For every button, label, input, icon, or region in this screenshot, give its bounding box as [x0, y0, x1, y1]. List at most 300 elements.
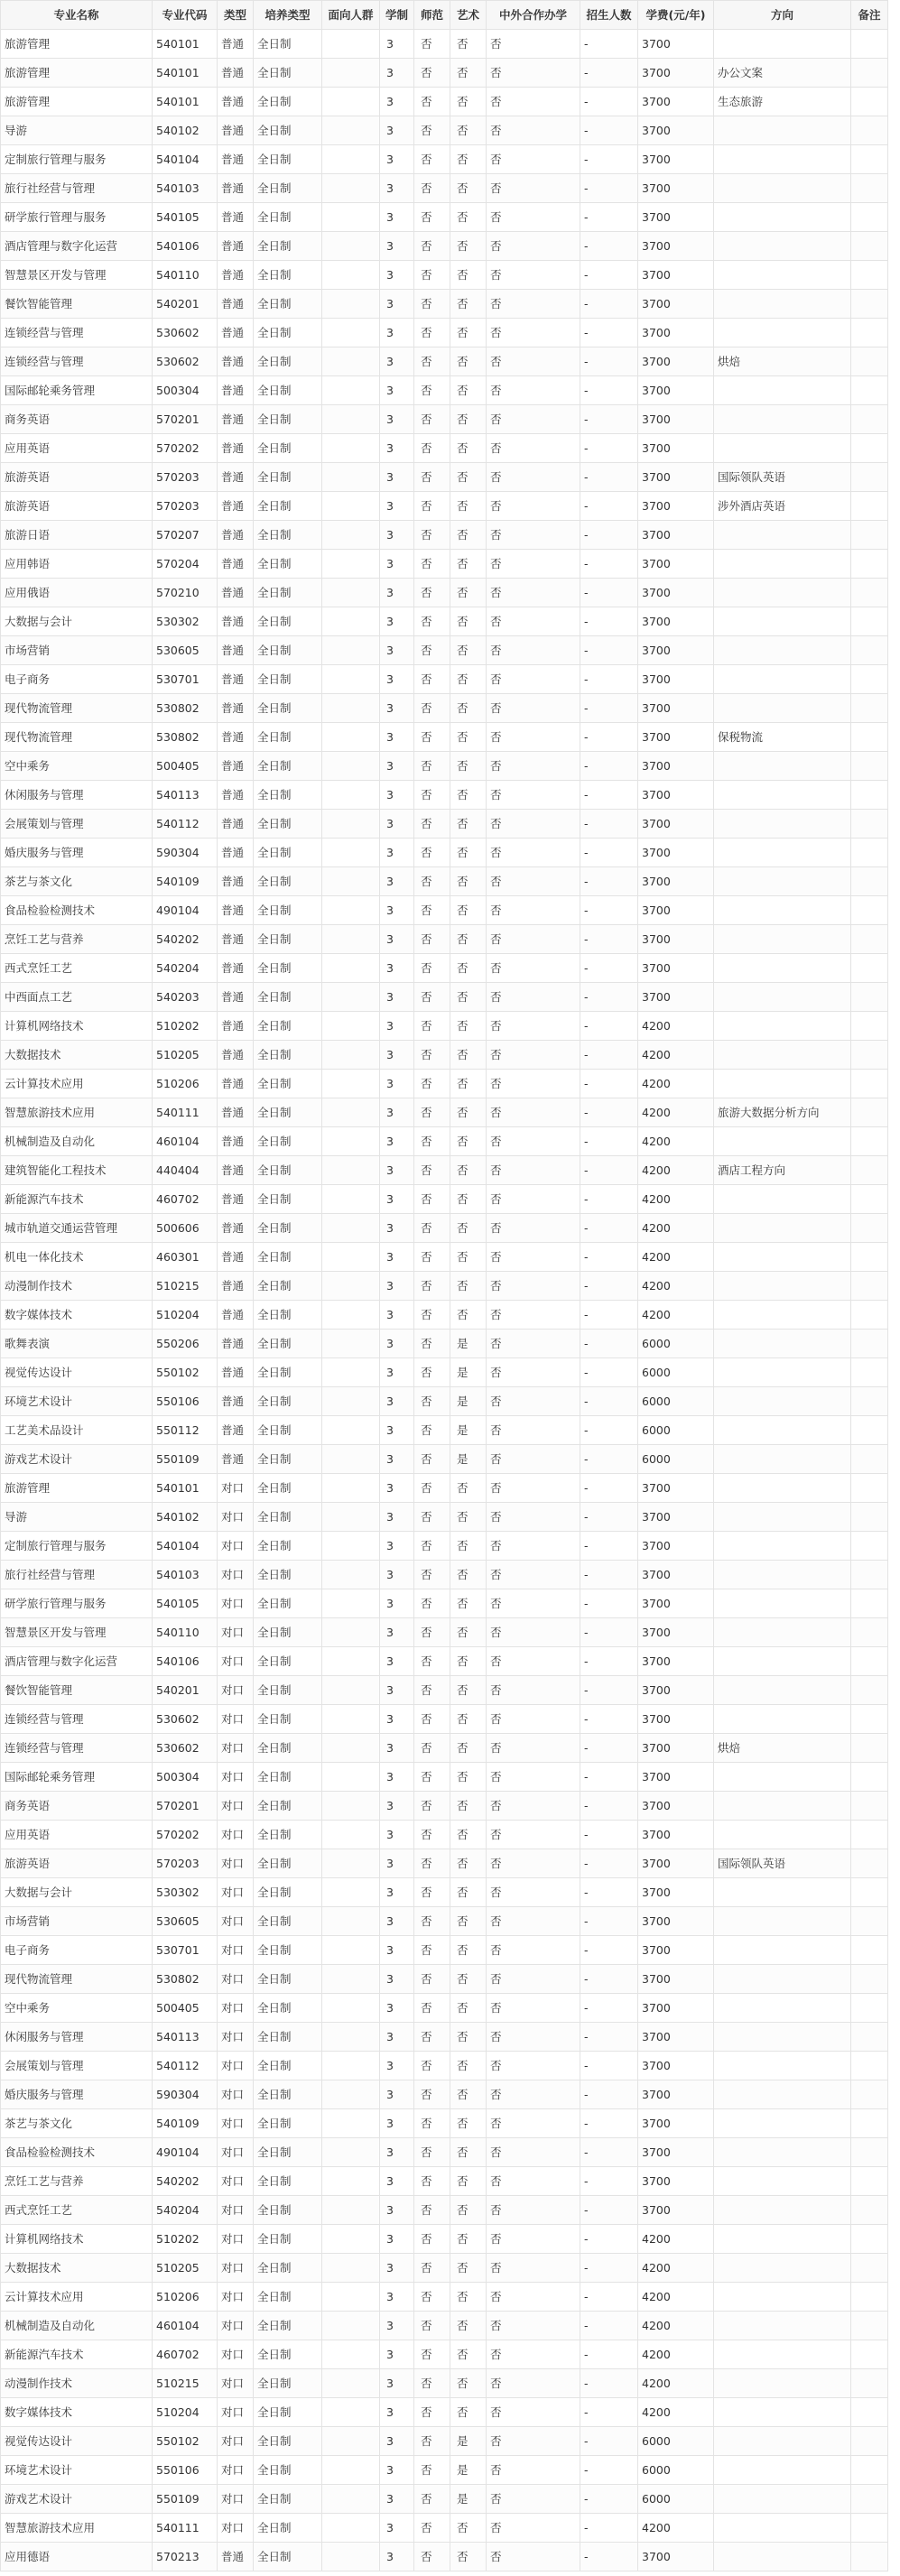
- cell-art: 否: [450, 1243, 487, 1272]
- cell-type: 普通: [218, 88, 254, 116]
- cell-target-group: [322, 1185, 380, 1214]
- cell-art: 否: [450, 2254, 487, 2283]
- cell-major-name: 智慧旅游技术应用: [1, 1098, 153, 1127]
- table-row: [1, 2427, 888, 2456]
- cell-art: 否: [450, 1041, 487, 1070]
- cell-art: 否: [450, 954, 487, 983]
- cell-art: 否: [450, 1705, 487, 1734]
- cell-joint-program: 否: [487, 1214, 580, 1243]
- cell-tuition: 3700: [638, 145, 714, 174]
- cell-art: 否: [450, 319, 487, 347]
- cell-direction: [714, 521, 851, 550]
- cell-years: 3: [380, 1589, 414, 1618]
- cell-training-type: 全日制: [254, 1532, 322, 1561]
- cell-joint-program: 否: [487, 1965, 580, 1994]
- cell-major-name: 建筑智能化工程技术: [1, 1156, 153, 1185]
- cell-direction: [714, 550, 851, 579]
- cell-major-name: 歌舞表演: [1, 1330, 153, 1358]
- cell-training-type: 全日制: [254, 579, 322, 607]
- cell-type: 对口: [218, 2167, 254, 2196]
- cell-target-group: [322, 2514, 380, 2543]
- cell-type: 对口: [218, 2225, 254, 2254]
- cell-tuition: 3700: [638, 319, 714, 347]
- cell-target-group: [322, 839, 380, 867]
- cell-remarks: [851, 521, 888, 550]
- cell-art: 否: [450, 1156, 487, 1185]
- cell-art: 否: [450, 752, 487, 781]
- cell-training-type: 全日制: [254, 1647, 322, 1676]
- cell-remarks: [851, 1387, 888, 1416]
- cell-joint-program: 否: [487, 1994, 580, 2023]
- cell-tuition: 4200: [638, 1272, 714, 1301]
- cell-tuition: 3700: [638, 781, 714, 810]
- cell-training-type: 全日制: [254, 1734, 322, 1763]
- cell-normal: 否: [414, 1763, 450, 1792]
- cell-tuition: 3700: [638, 2543, 714, 2571]
- cell-remarks: [851, 1330, 888, 1358]
- cell-target-group: [322, 2543, 380, 2571]
- cell-training-type: 全日制: [254, 232, 322, 261]
- cell-direction: [714, 232, 851, 261]
- cell-major-code: 540104: [153, 1532, 218, 1561]
- cell-type: 普通: [218, 463, 254, 492]
- table-row: [1, 2080, 888, 2109]
- cell-type: 对口: [218, 1849, 254, 1878]
- cell-target-group: [322, 1301, 380, 1330]
- cell-art: 否: [450, 1936, 487, 1965]
- table-row: [1, 983, 888, 1012]
- cell-enrollment: -: [580, 1012, 638, 1041]
- cell-art: 否: [450, 1532, 487, 1561]
- cell-direction: 国际领队英语: [714, 463, 851, 492]
- cell-remarks: [851, 1532, 888, 1561]
- cell-years: 3: [380, 59, 414, 88]
- table-row: [1, 1012, 888, 1041]
- cell-normal: 否: [414, 1676, 450, 1705]
- table-row: [1, 665, 888, 694]
- cell-joint-program: 否: [487, 492, 580, 521]
- cell-tuition: 4200: [638, 2254, 714, 2283]
- cell-remarks: [851, 723, 888, 752]
- cell-enrollment: -: [580, 1156, 638, 1185]
- cell-art: 否: [450, 839, 487, 867]
- cell-normal: 否: [414, 2138, 450, 2167]
- cell-tuition: 3700: [638, 1589, 714, 1618]
- cell-major-code: 540101: [153, 59, 218, 88]
- cell-enrollment: -: [580, 1185, 638, 1214]
- cell-years: 3: [380, 550, 414, 579]
- cell-training-type: 全日制: [254, 1301, 322, 1330]
- cell-type: 普通: [218, 290, 254, 319]
- cell-tuition: 3700: [638, 2080, 714, 2109]
- cell-joint-program: 否: [487, 347, 580, 376]
- cell-type: 普通: [218, 665, 254, 694]
- cell-normal: 否: [414, 1243, 450, 1272]
- cell-major-name: 城市轨道交通运营管理: [1, 1214, 153, 1243]
- cell-major-code: 570201: [153, 1792, 218, 1821]
- cell-enrollment: -: [580, 867, 638, 896]
- cell-years: 3: [380, 954, 414, 983]
- cell-tuition: 3700: [638, 752, 714, 781]
- cell-major-name: 市场营销: [1, 1907, 153, 1936]
- cell-enrollment: -: [580, 232, 638, 261]
- cell-years: 3: [380, 1792, 414, 1821]
- cell-joint-program: 否: [487, 550, 580, 579]
- cell-tuition: 3700: [638, 1647, 714, 1676]
- cell-direction: [714, 2543, 851, 2571]
- cell-major-code: 570201: [153, 405, 218, 434]
- cell-type: 对口: [218, 1705, 254, 1734]
- cell-direction: [714, 1272, 851, 1301]
- cell-major-name: 旅游英语: [1, 1849, 153, 1878]
- cell-remarks: [851, 954, 888, 983]
- cell-major-name: 环境艺术设计: [1, 1387, 153, 1416]
- cell-direction: [714, 30, 851, 59]
- cell-art: 否: [450, 1503, 487, 1532]
- cell-major-code: 460104: [153, 2312, 218, 2340]
- cell-target-group: [322, 347, 380, 376]
- cell-remarks: [851, 781, 888, 810]
- table-row: [1, 88, 888, 116]
- header-tuition: 学费(元/年): [638, 1, 714, 30]
- cell-enrollment: -: [580, 1647, 638, 1676]
- cell-enrollment: -: [580, 261, 638, 290]
- cell-tuition: 3700: [638, 521, 714, 550]
- cell-years: 3: [380, 1301, 414, 1330]
- cell-major-code: 540202: [153, 2167, 218, 2196]
- cell-normal: 否: [414, 1821, 450, 1849]
- cell-direction: [714, 2283, 851, 2312]
- cell-remarks: [851, 290, 888, 319]
- cell-normal: 否: [414, 1098, 450, 1127]
- cell-enrollment: -: [580, 665, 638, 694]
- cell-remarks: [851, 1734, 888, 1763]
- cell-art: 否: [450, 2398, 487, 2427]
- cell-normal: 否: [414, 2109, 450, 2138]
- cell-direction: 烘焙: [714, 347, 851, 376]
- cell-training-type: 全日制: [254, 1070, 322, 1098]
- cell-art: 否: [450, 1878, 487, 1907]
- cell-art: 否: [450, 607, 487, 636]
- cell-training-type: 全日制: [254, 2427, 322, 2456]
- table-row: [1, 1907, 888, 1936]
- cell-major-name: 云计算技术应用: [1, 1070, 153, 1098]
- cell-direction: [714, 896, 851, 925]
- cell-training-type: 全日制: [254, 59, 322, 88]
- cell-remarks: [851, 810, 888, 839]
- cell-joint-program: 否: [487, 463, 580, 492]
- cell-tuition: 4200: [638, 1156, 714, 1185]
- cell-major-code: 510205: [153, 1041, 218, 1070]
- cell-training-type: 全日制: [254, 1272, 322, 1301]
- cell-years: 3: [380, 1647, 414, 1676]
- cell-training-type: 全日制: [254, 2369, 322, 2398]
- cell-type: 对口: [218, 1676, 254, 1705]
- cell-type: 对口: [218, 2485, 254, 2514]
- cell-major-name: 大数据技术: [1, 1041, 153, 1070]
- cell-major-name: 电子商务: [1, 665, 153, 694]
- cell-target-group: [322, 232, 380, 261]
- cell-type: 普通: [218, 723, 254, 752]
- cell-direction: [714, 1936, 851, 1965]
- cell-art: 否: [450, 88, 487, 116]
- cell-training-type: 全日制: [254, 1907, 322, 1936]
- cell-joint-program: 否: [487, 694, 580, 723]
- header-training-type: 培养类型: [254, 1, 322, 30]
- cell-enrollment: -: [580, 1474, 638, 1503]
- cell-years: 3: [380, 2109, 414, 2138]
- cell-major-code: 570202: [153, 1821, 218, 1849]
- cell-major-name: 游戏艺术设计: [1, 2485, 153, 2514]
- cell-major-code: 540113: [153, 2023, 218, 2052]
- cell-art: 否: [450, 2109, 487, 2138]
- cell-type: 对口: [218, 2427, 254, 2456]
- cell-direction: [714, 261, 851, 290]
- cell-art: 否: [450, 405, 487, 434]
- cell-joint-program: 否: [487, 1445, 580, 1474]
- cell-normal: 否: [414, 203, 450, 232]
- cell-art: 否: [450, 59, 487, 88]
- cell-type: 对口: [218, 1763, 254, 1792]
- cell-target-group: [322, 203, 380, 232]
- cell-art: 是: [450, 1416, 487, 1445]
- cell-remarks: [851, 88, 888, 116]
- cell-major-code: 490104: [153, 2138, 218, 2167]
- cell-target-group: [322, 434, 380, 463]
- cell-enrollment: -: [580, 1994, 638, 2023]
- table-row: [1, 203, 888, 232]
- cell-tuition: 4200: [638, 2369, 714, 2398]
- cell-art: 否: [450, 1561, 487, 1589]
- cell-major-name: 计算机网络技术: [1, 1012, 153, 1041]
- cell-training-type: 全日制: [254, 2167, 322, 2196]
- cell-major-name: 商务英语: [1, 405, 153, 434]
- cell-enrollment: -: [580, 1878, 638, 1907]
- table-row: [1, 1821, 888, 1849]
- cell-target-group: [322, 1878, 380, 1907]
- cell-joint-program: 否: [487, 2456, 580, 2485]
- cell-remarks: [851, 2138, 888, 2167]
- cell-target-group: [322, 925, 380, 954]
- cell-target-group: [322, 1127, 380, 1156]
- cell-tuition: 3700: [638, 665, 714, 694]
- cell-joint-program: 否: [487, 925, 580, 954]
- cell-art: 否: [450, 550, 487, 579]
- cell-direction: [714, 2052, 851, 2080]
- cell-type: 对口: [218, 2369, 254, 2398]
- cell-training-type: 全日制: [254, 1416, 322, 1445]
- cell-enrollment: -: [580, 2196, 638, 2225]
- cell-target-group: [322, 1676, 380, 1705]
- cell-type: 普通: [218, 896, 254, 925]
- cell-remarks: [851, 896, 888, 925]
- cell-type: 对口: [218, 2023, 254, 2052]
- cell-normal: 否: [414, 521, 450, 550]
- cell-art: 否: [450, 1965, 487, 1994]
- cell-type: 普通: [218, 925, 254, 954]
- cell-tuition: 3700: [638, 232, 714, 261]
- cell-years: 3: [380, 1965, 414, 1994]
- table-row: [1, 2138, 888, 2167]
- cell-type: 对口: [218, 2398, 254, 2427]
- cell-major-code: 540106: [153, 1647, 218, 1676]
- cell-art: 否: [450, 665, 487, 694]
- cell-art: 否: [450, 781, 487, 810]
- cell-joint-program: 否: [487, 88, 580, 116]
- cell-direction: 国际领队英语: [714, 1849, 851, 1878]
- cell-normal: 否: [414, 1792, 450, 1821]
- cell-major-name: 研学旅行管理与服务: [1, 203, 153, 232]
- cell-major-name: 空中乘务: [1, 752, 153, 781]
- cell-target-group: [322, 405, 380, 434]
- cell-remarks: [851, 2543, 888, 2571]
- cell-major-code: 540101: [153, 88, 218, 116]
- cell-enrollment: -: [580, 1532, 638, 1561]
- cell-target-group: [322, 2109, 380, 2138]
- cell-joint-program: 否: [487, 1474, 580, 1503]
- cell-target-group: [322, 1705, 380, 1734]
- cell-direction: 涉外酒店英语: [714, 492, 851, 521]
- cell-tuition: 4200: [638, 1012, 714, 1041]
- cell-years: 3: [380, 1156, 414, 1185]
- cell-enrollment: -: [580, 1763, 638, 1792]
- cell-target-group: [322, 2456, 380, 2485]
- cell-joint-program: 否: [487, 1358, 580, 1387]
- cell-enrollment: -: [580, 1849, 638, 1878]
- cell-direction: [714, 1647, 851, 1676]
- cell-joint-program: 否: [487, 376, 580, 405]
- cell-training-type: 全日制: [254, 2312, 322, 2340]
- cell-target-group: [322, 145, 380, 174]
- cell-enrollment: -: [580, 2514, 638, 2543]
- cell-type: 普通: [218, 1272, 254, 1301]
- cell-remarks: [851, 983, 888, 1012]
- table-row: [1, 1070, 888, 1098]
- cell-years: 3: [380, 2254, 414, 2283]
- cell-major-code: 530701: [153, 1936, 218, 1965]
- cell-major-code: 510205: [153, 2254, 218, 2283]
- cell-type: 对口: [218, 2283, 254, 2312]
- cell-art: 是: [450, 1358, 487, 1387]
- cell-training-type: 全日制: [254, 203, 322, 232]
- cell-type: 普通: [218, 492, 254, 521]
- cell-joint-program: 否: [487, 839, 580, 867]
- cell-training-type: 全日制: [254, 810, 322, 839]
- table-row: [1, 2109, 888, 2138]
- cell-type: 普通: [218, 347, 254, 376]
- cell-remarks: [851, 2485, 888, 2514]
- cell-major-code: 540109: [153, 2109, 218, 2138]
- cell-joint-program: 否: [487, 781, 580, 810]
- cell-direction: 保税物流: [714, 723, 851, 752]
- cell-major-code: 590304: [153, 839, 218, 867]
- cell-type: 普通: [218, 752, 254, 781]
- cell-normal: 否: [414, 1849, 450, 1878]
- table-row: [1, 261, 888, 290]
- cell-training-type: 全日制: [254, 1012, 322, 1041]
- cell-major-name: 应用英语: [1, 1821, 153, 1849]
- cell-major-name: 商务英语: [1, 1792, 153, 1821]
- cell-major-name: 应用英语: [1, 434, 153, 463]
- cell-normal: 否: [414, 781, 450, 810]
- cell-normal: 否: [414, 59, 450, 88]
- cell-joint-program: 否: [487, 1734, 580, 1763]
- cell-art: 否: [450, 1127, 487, 1156]
- cell-years: 3: [380, 1532, 414, 1561]
- cell-direction: [714, 665, 851, 694]
- cell-normal: 否: [414, 261, 450, 290]
- cell-joint-program: 否: [487, 116, 580, 145]
- cell-type: 普通: [218, 1301, 254, 1330]
- cell-direction: [714, 2167, 851, 2196]
- cell-direction: [714, 1416, 851, 1445]
- cell-major-name: 旅游管理: [1, 59, 153, 88]
- cell-type: 普通: [218, 1012, 254, 1041]
- cell-target-group: [322, 896, 380, 925]
- table-row: [1, 1098, 888, 1127]
- cell-major-code: 530602: [153, 347, 218, 376]
- cell-major-code: 570207: [153, 521, 218, 550]
- cell-direction: [714, 694, 851, 723]
- cell-enrollment: -: [580, 434, 638, 463]
- table-row: [1, 2167, 888, 2196]
- cell-joint-program: 否: [487, 2138, 580, 2167]
- cell-major-name: 会展策划与管理: [1, 810, 153, 839]
- cell-tuition: 3700: [638, 1561, 714, 1589]
- cell-target-group: [322, 1156, 380, 1185]
- cell-enrollment: -: [580, 1618, 638, 1647]
- cell-major-code: 540102: [153, 116, 218, 145]
- cell-major-code: 540109: [153, 867, 218, 896]
- cell-normal: 否: [414, 1301, 450, 1330]
- cell-direction: [714, 2514, 851, 2543]
- cell-target-group: [322, 2225, 380, 2254]
- cell-joint-program: 否: [487, 1878, 580, 1907]
- cell-direction: [714, 1301, 851, 1330]
- cell-years: 3: [380, 1243, 414, 1272]
- cell-normal: 否: [414, 1618, 450, 1647]
- table-row: [1, 1965, 888, 1994]
- cell-training-type: 全日制: [254, 839, 322, 867]
- cell-enrollment: -: [580, 1070, 638, 1098]
- cell-major-name: 食品检验检测技术: [1, 2138, 153, 2167]
- cell-remarks: [851, 1070, 888, 1098]
- table-row: [1, 1387, 888, 1416]
- table-row: [1, 2196, 888, 2225]
- cell-tuition: 3700: [638, 2023, 714, 2052]
- cell-direction: [714, 405, 851, 434]
- cell-major-code: 440404: [153, 1156, 218, 1185]
- cell-direction: [714, 1907, 851, 1936]
- cell-years: 3: [380, 463, 414, 492]
- cell-normal: 否: [414, 2080, 450, 2109]
- cell-major-name: 旅行社经营与管理: [1, 1561, 153, 1589]
- table-row: [1, 2225, 888, 2254]
- cell-target-group: [322, 2398, 380, 2427]
- cell-direction: [714, 810, 851, 839]
- cell-normal: 否: [414, 463, 450, 492]
- cell-joint-program: 否: [487, 1647, 580, 1676]
- cell-normal: 否: [414, 2398, 450, 2427]
- cell-years: 3: [380, 1012, 414, 1041]
- cell-joint-program: 否: [487, 2398, 580, 2427]
- cell-art: 否: [450, 1849, 487, 1878]
- cell-type: 对口: [218, 2109, 254, 2138]
- cell-remarks: [851, 1012, 888, 1041]
- cell-major-name: 西式烹饪工艺: [1, 954, 153, 983]
- cell-years: 3: [380, 2369, 414, 2398]
- cell-training-type: 全日制: [254, 88, 322, 116]
